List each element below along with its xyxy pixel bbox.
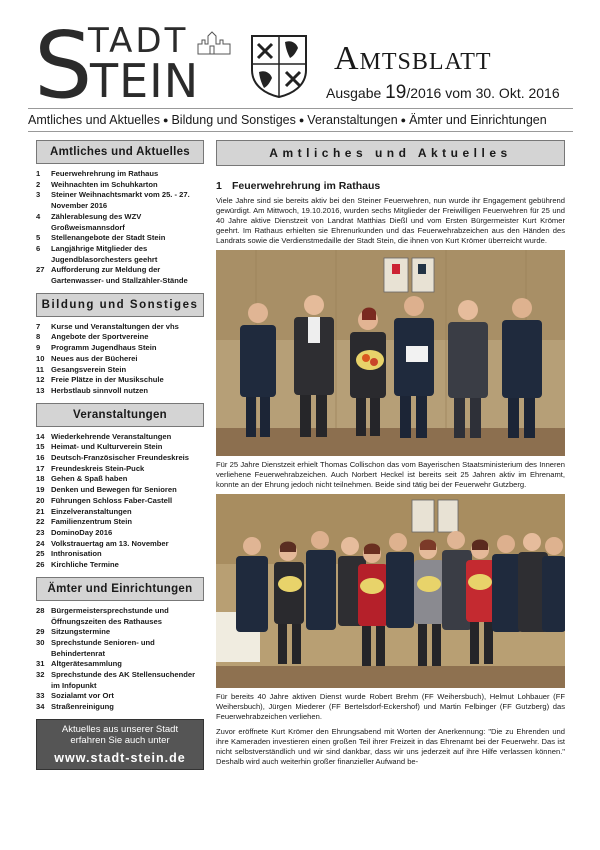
toc-item bbox=[36, 233, 204, 244]
toc-title: Angebote der Sportvereine bbox=[51, 332, 149, 342]
toc-item bbox=[36, 560, 204, 571]
toc-title: Neues aus der Bücherei bbox=[51, 353, 138, 363]
section-bar bbox=[28, 108, 573, 132]
toc-title: Freundeskreis Stein-Puck bbox=[51, 463, 145, 473]
toc-title: Sozialamt vor Ort bbox=[51, 691, 114, 701]
toc-page: 30 bbox=[36, 637, 45, 647]
bullet-icon: ● bbox=[400, 115, 407, 125]
toc-title: Denken und Bewegen für Senioren bbox=[51, 485, 177, 495]
photo-ceremony-2-image bbox=[216, 494, 565, 688]
promo-line-2: erfahren Sie auch unter bbox=[70, 734, 170, 746]
toc-page: 4 bbox=[36, 211, 41, 221]
article-paragraph: Zuvor eröffnete Kurt Krömer den Ehrungsabend mit Worten der Anerkennung: "Die zu Ehrenden und ihre Kameraden investieren einen großen Teil ihrer Freizeit in das Ehrenamt bei der Feuerwehr. Das ist nicht selbstverständlich und wir sind dankbar, dass wir uns jederzeit auf ihre Hilfe verlassen können." Deshalb wird auch weiterhin großer finanzieller Aufwand be- bbox=[216, 727, 565, 766]
toc-item bbox=[36, 702, 204, 713]
toc-title: Kirchliche Termine bbox=[51, 560, 119, 570]
toc-page: 5 bbox=[36, 233, 41, 243]
toc-title: Kurse und Veranstaltungen der vhs bbox=[51, 321, 179, 331]
toc-item bbox=[36, 638, 204, 659]
toc-item bbox=[36, 265, 204, 286]
toc-item bbox=[36, 322, 204, 333]
toc-item bbox=[36, 507, 204, 518]
website-promo-box bbox=[36, 719, 204, 770]
toc-page: 15 bbox=[36, 442, 45, 452]
toc-title: Straßenreinigung bbox=[51, 702, 114, 712]
toc-page: 20 bbox=[36, 495, 45, 505]
table-of-contents bbox=[36, 140, 204, 770]
toc-item bbox=[36, 453, 204, 464]
toc-page: 24 bbox=[36, 538, 45, 548]
bullet-icon: ● bbox=[298, 115, 305, 125]
toc-page: 25 bbox=[36, 549, 45, 559]
toc-title: Volkstrauertag am 13. November bbox=[51, 538, 169, 548]
issue-number: 19 bbox=[385, 82, 407, 103]
logo-letter-s: S bbox=[34, 12, 93, 119]
article-number: 1 bbox=[216, 180, 222, 192]
toc-page: 11 bbox=[36, 364, 45, 374]
toc-item bbox=[36, 332, 204, 343]
toc-item bbox=[36, 365, 204, 376]
toc-item bbox=[36, 354, 204, 365]
toc-item bbox=[36, 517, 204, 528]
toc-item bbox=[36, 528, 204, 539]
toc-item bbox=[36, 343, 204, 354]
toc-page: 16 bbox=[36, 453, 45, 463]
toc-heading: Bildung und Sonstiges bbox=[36, 293, 204, 317]
website-link[interactable]: www.stadt-stein.de bbox=[54, 750, 186, 765]
toc-list bbox=[36, 169, 204, 287]
toc-title: Wiederkehrende Veranstaltungen bbox=[51, 431, 172, 441]
toc-title: Steiner Weihnachtsmarkt vom 25. - 27. November 2016 bbox=[51, 190, 190, 211]
toc-item bbox=[36, 496, 204, 507]
photo-ceremony-2 bbox=[216, 494, 565, 688]
article-title bbox=[216, 180, 565, 192]
toc-page: 14 bbox=[36, 431, 45, 441]
toc-heading: Amtliches und Aktuelles bbox=[36, 140, 204, 164]
photo-caption: Für 25 Jahre Dienstzeit erhielt Thomas Collischon das vom Bayerischen Staatsministerium des Inneren verliehene Feuerwehrabzeichen. Auch Norbert Heckel ist bereits seit 25 Jahren aktiv im Ehrenamt, konnte an der Ehrung jedoch nicht teilnehmen. Beide sind tätig bei der Feuerwehr Gutzberg. bbox=[216, 460, 565, 489]
toc-item bbox=[36, 474, 204, 485]
toc-item bbox=[36, 627, 204, 638]
toc-page: 17 bbox=[36, 463, 45, 473]
masthead bbox=[0, 0, 600, 119]
toc-page: 7 bbox=[36, 321, 41, 331]
toc-item bbox=[36, 670, 204, 691]
toc-title: Langjährige Mitglieder des Jugendblasorchesters geehrt bbox=[51, 243, 158, 264]
toc-item bbox=[36, 180, 204, 191]
toc-item bbox=[36, 606, 204, 627]
toc-item bbox=[36, 464, 204, 475]
toc-item bbox=[36, 212, 204, 233]
toc-item bbox=[36, 442, 204, 453]
article-column bbox=[216, 140, 565, 767]
toc-title: Sprechstunde Senioren- und Behindertenrat bbox=[51, 637, 155, 658]
toc-page: 29 bbox=[36, 627, 45, 637]
toc-title: DominoDay 2016 bbox=[51, 527, 113, 537]
photo-ceremony-1-image bbox=[216, 250, 565, 456]
toc-page: 3 bbox=[36, 190, 41, 200]
toc-page: 12 bbox=[36, 375, 45, 385]
issue-line bbox=[326, 82, 560, 104]
toc-page: 19 bbox=[36, 485, 45, 495]
toc-title: Familienzentrum Stein bbox=[51, 517, 133, 527]
section-bar-item: Amtliches und Aktuelles bbox=[28, 113, 161, 127]
toc-page: 21 bbox=[36, 506, 45, 516]
toc-title: Programm Jugendhaus Stein bbox=[51, 343, 157, 353]
toc-page: 13 bbox=[36, 385, 45, 395]
toc-item bbox=[36, 169, 204, 180]
toc-page: 27 bbox=[36, 265, 45, 275]
photo-ceremony-1 bbox=[216, 250, 565, 456]
toc-page: 28 bbox=[36, 605, 45, 615]
bullet-icon: ● bbox=[163, 115, 169, 125]
toc-page: 6 bbox=[36, 243, 41, 253]
toc-page: 10 bbox=[36, 353, 45, 363]
toc-page: 1 bbox=[36, 169, 41, 178]
section-bar-item: Bildung und Sonstiges bbox=[171, 113, 296, 127]
toc-page: 34 bbox=[36, 702, 45, 712]
promo-line-1: Aktuelles aus unserer Stadt bbox=[61, 723, 179, 735]
toc-item bbox=[36, 244, 204, 265]
toc-page: 2 bbox=[36, 179, 41, 189]
toc-title: Feuerwehrehrung im Rathaus bbox=[51, 169, 159, 178]
toc-title: Aufforderung zur Meldung der Gartenwasser- und Stallzähler-Stände bbox=[51, 265, 188, 286]
section-bar-item: Ämter und Einrichtungen bbox=[409, 113, 547, 127]
toc-title: Herbstlaub sinnvoll nutzen bbox=[51, 385, 149, 395]
toc-title: Sprechstunde des AK Stellensuchender im Infopunkt bbox=[51, 670, 196, 690]
issue-prefix: Ausgabe bbox=[326, 85, 386, 101]
toc-item bbox=[36, 190, 204, 211]
article-paragraph: Viele Jahre sind sie bereits aktiv bei den Steiner Feuerwehren, nun wurde ihr Engagement gebührend gewürdigt. Am Mittwoch, 19.10.2016, wurden sechs Mitglieder der Freiwilligen Feuerwehren für 25 und 40 Jahre aktive Dienstzeit von Landrat Matthias Dießl und vom Ersten Bürgermeister Kurt Krömer geehrt. Im Rathaus erhielten sie Ehrenurkunden und das Feuerwehrabzeichen aus den Händen des Landrats sowie die Verdienstmedaille der Stadt Stein, die ihnen von Kurt Krömer überreicht wurde. bbox=[216, 196, 565, 245]
toc-page: 32 bbox=[36, 670, 45, 680]
article-title-text: Feuerwehrehrung im Rathaus bbox=[232, 180, 381, 192]
toc-title: Bürgermeistersprechstunde und Öffnungszeiten des Rathauses bbox=[51, 605, 169, 626]
toc-title: Führungen Schloss Faber-Castell bbox=[51, 495, 173, 505]
toc-page: 8 bbox=[36, 332, 41, 342]
toc-list bbox=[36, 432, 204, 571]
toc-title: Gehen & Spaß haben bbox=[51, 474, 128, 484]
toc-list bbox=[36, 606, 204, 713]
photo-caption: Für bereits 40 Jahre aktiven Dienst wurde Robert Brehm (FF Weihersbuch), Helmut Lohbauer (FF Weihersbuch), Jürgen Miederer (FF Bertelsdorf-Eckershof) und Martin Felbinger (FF Gutzberg) das Feuerwehrabzeichen verliehen. bbox=[216, 692, 565, 721]
toc-title: Zählerablesung des WZV Großweismannsdorf bbox=[51, 211, 142, 232]
toc-item bbox=[36, 375, 204, 386]
toc-item bbox=[36, 691, 204, 702]
toc-page: 23 bbox=[36, 527, 45, 537]
toc-title: Heimat- und Kulturverein Stein bbox=[51, 442, 163, 452]
toc-title: Altgerätesammlung bbox=[51, 659, 122, 669]
toc-page: 18 bbox=[36, 474, 45, 484]
toc-title: Sitzungstermine bbox=[51, 627, 111, 637]
castle-icon bbox=[196, 30, 232, 56]
toc-title: Freie Plätze in der Musikschule bbox=[51, 375, 164, 385]
toc-title: Gesangsverein Stein bbox=[51, 364, 127, 374]
toc-item bbox=[36, 485, 204, 496]
toc-title: Deutsch-Französischer Freundeskreis bbox=[51, 453, 190, 463]
toc-item bbox=[36, 659, 204, 670]
toc-heading: Ämter und Einrichtungen bbox=[36, 577, 204, 601]
toc-item bbox=[36, 386, 204, 397]
toc-title: Inthronisation bbox=[51, 549, 102, 559]
logo-word-tein: TEIN bbox=[90, 54, 200, 108]
toc-item bbox=[36, 432, 204, 443]
toc-page: 33 bbox=[36, 691, 45, 701]
toc-item bbox=[36, 549, 204, 560]
toc-page: 26 bbox=[36, 560, 45, 570]
toc-item bbox=[36, 539, 204, 550]
issue-date: /2016 vom 30. Okt. 2016 bbox=[406, 85, 560, 101]
logo-word-tadt: TADT bbox=[88, 21, 189, 61]
toc-page: 9 bbox=[36, 343, 41, 353]
toc-title: Stellenangebote der Stadt Stein bbox=[51, 233, 166, 243]
toc-page: 31 bbox=[36, 659, 45, 669]
toc-list bbox=[36, 322, 204, 397]
toc-page: 22 bbox=[36, 517, 45, 527]
section-heading: Amtliches und Aktuelles bbox=[216, 140, 565, 166]
toc-title: Einzelveranstaltungen bbox=[51, 506, 132, 516]
toc-heading: Veranstaltungen bbox=[36, 403, 204, 427]
city-crest-icon bbox=[250, 34, 308, 98]
section-bar-item: Veranstaltungen bbox=[307, 113, 398, 127]
toc-title: Weihnachten im Schuhkarton bbox=[51, 179, 158, 189]
publication-title: Amtsblatt bbox=[334, 40, 492, 77]
